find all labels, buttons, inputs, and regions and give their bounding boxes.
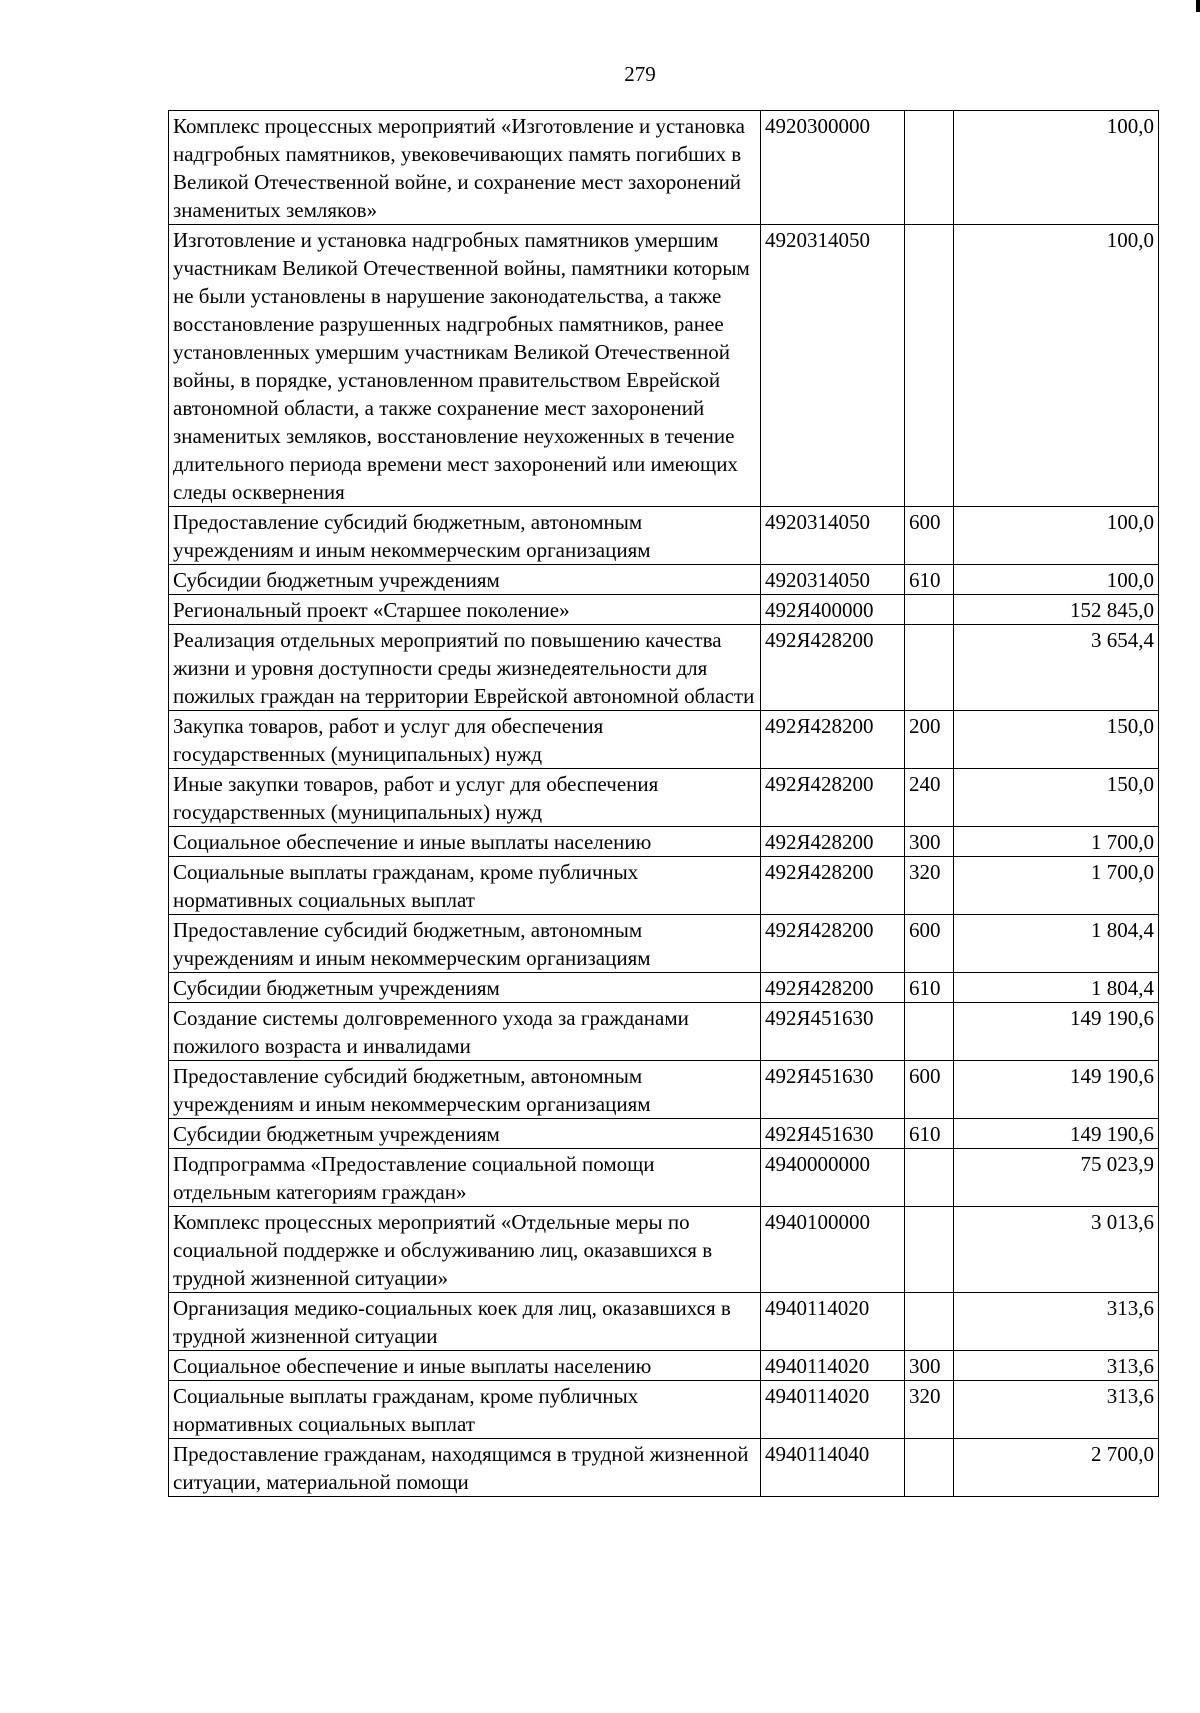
row-name-cell: Организация медико-социальных коек для лиц, оказавшихся в трудной жизненной ситуации [169, 1293, 761, 1351]
row-type-cell [905, 1439, 954, 1497]
row-name-cell: Создание системы долговременного ухода за гражданами пожилого возраста и инвалидами [169, 1003, 761, 1061]
row-type-cell: 610 [905, 973, 954, 1003]
table-row [169, 857, 1159, 915]
row-amount-cell: 313,6 [954, 1381, 1159, 1439]
row-name-cell: Субсидии бюджетным учреждениям [169, 565, 761, 595]
row-code-cell: 492Я428200 [761, 915, 905, 973]
row-code-cell: 492Я428200 [761, 827, 905, 857]
row-type-cell [905, 111, 954, 225]
row-name-cell: Социальное обеспечение и иные выплаты населению [169, 1351, 761, 1381]
table-row [169, 1149, 1159, 1207]
row-amount-cell: 313,6 [954, 1351, 1159, 1381]
row-name-cell: Предоставление субсидий бюджетным, автономным учреждениям и иным некоммерческим организациям [169, 915, 761, 973]
table-row [169, 827, 1159, 857]
row-code-cell: 4920300000 [761, 111, 905, 225]
row-type-cell [905, 595, 954, 625]
budget-table-body [169, 111, 1159, 1497]
row-code-cell: 492Я428200 [761, 857, 905, 915]
row-type-cell: 600 [905, 915, 954, 973]
row-name-cell: Комплекс процессных мероприятий «Изготовление и установка надгробных памятников, увековечивающих память погибших в Великой Отечественной войне, и сохранение мест захоронений знаменитых земляков» [169, 111, 761, 225]
row-amount-cell: 2 700,0 [954, 1439, 1159, 1497]
row-name-cell: Изготовление и установка надгробных памятников умершим участникам Великой Отечественной войны, памятники которым не были установлены в нарушение законодательства, а также восстановление разрушенных надгробных памятников, ранее установленных умершим участникам Великой Отечественной войны, в порядке, установленном правительством Еврейской автономной области, а также сохранение мест захоронений знаменитых земляков, восстановление неухоженных в течение длительного периода времени мест захоронений или имеющих следы осквернения [169, 225, 761, 507]
row-code-cell: 4940114020 [761, 1381, 905, 1439]
row-name-cell: Социальные выплаты гражданам, кроме публичных нормативных социальных выплат [169, 1381, 761, 1439]
row-type-cell [905, 1293, 954, 1351]
row-code-cell: 492Я451630 [761, 1119, 905, 1149]
table-row [169, 565, 1159, 595]
row-code-cell: 4920314050 [761, 565, 905, 595]
row-type-cell: 320 [905, 1381, 954, 1439]
table-row [169, 111, 1159, 225]
row-type-cell: 320 [905, 857, 954, 915]
row-name-cell: Закупка товаров, работ и услуг для обеспечения государственных (муниципальных) нужд [169, 711, 761, 769]
table-row [169, 1207, 1159, 1293]
row-type-cell: 600 [905, 507, 954, 565]
row-type-cell: 200 [905, 711, 954, 769]
row-name-cell: Иные закупки товаров, работ и услуг для обеспечения государственных (муниципальных) нужд [169, 769, 761, 827]
row-amount-cell: 75 023,9 [954, 1149, 1159, 1207]
table-row [169, 1003, 1159, 1061]
table-row [169, 1439, 1159, 1497]
row-code-cell: 492Я428200 [761, 769, 905, 827]
row-name-cell: Предоставление субсидий бюджетным, автономным учреждениям и иным некоммерческим организациям [169, 507, 761, 565]
table-row [169, 711, 1159, 769]
row-name-cell: Подпрограмма «Предоставление социальной помощи отдельным категориям граждан» [169, 1149, 761, 1207]
row-code-cell: 492Я400000 [761, 595, 905, 625]
row-code-cell: 4940000000 [761, 1149, 905, 1207]
row-type-cell [905, 1149, 954, 1207]
row-code-cell: 4920314050 [761, 225, 905, 507]
row-name-cell: Предоставление субсидий бюджетным, автономным учреждениям и иным некоммерческим организациям [169, 1061, 761, 1119]
table-row [169, 625, 1159, 711]
row-code-cell: 492Я428200 [761, 711, 905, 769]
row-name-cell: Социальное обеспечение и иные выплаты населению [169, 827, 761, 857]
row-type-cell: 610 [905, 565, 954, 595]
row-type-cell: 600 [905, 1061, 954, 1119]
row-code-cell: 492Я451630 [761, 1003, 905, 1061]
table-row [169, 595, 1159, 625]
row-amount-cell: 150,0 [954, 711, 1159, 769]
page-number: 279 [624, 62, 656, 86]
row-amount-cell: 149 190,6 [954, 1003, 1159, 1061]
row-type-cell: 300 [905, 1351, 954, 1381]
row-code-cell: 4920314050 [761, 507, 905, 565]
row-code-cell: 4940100000 [761, 1207, 905, 1293]
row-amount-cell: 100,0 [954, 111, 1159, 225]
row-type-cell [905, 225, 954, 507]
row-amount-cell: 1 700,0 [954, 857, 1159, 915]
row-amount-cell: 152 845,0 [954, 595, 1159, 625]
row-name-cell: Субсидии бюджетным учреждениям [169, 1119, 761, 1149]
budget-table [168, 110, 1159, 1497]
row-type-cell [905, 625, 954, 711]
row-type-cell: 300 [905, 827, 954, 857]
row-amount-cell: 1 804,4 [954, 973, 1159, 1003]
table-row [169, 1119, 1159, 1149]
row-code-cell: 4940114020 [761, 1293, 905, 1351]
row-amount-cell: 3 654,4 [954, 625, 1159, 711]
row-amount-cell: 313,6 [954, 1293, 1159, 1351]
row-type-cell [905, 1207, 954, 1293]
table-row [169, 507, 1159, 565]
table-row [169, 225, 1159, 507]
row-amount-cell: 1 700,0 [954, 827, 1159, 857]
row-amount-cell: 149 190,6 [954, 1061, 1159, 1119]
row-name-cell: Социальные выплаты гражданам, кроме публичных нормативных социальных выплат [169, 857, 761, 915]
row-code-cell: 4940114040 [761, 1439, 905, 1497]
row-name-cell: Комплекс процессных мероприятий «Отдельные меры по социальной поддержке и обслуживанию лиц, оказавшихся в трудной жизненной ситуации» [169, 1207, 761, 1293]
row-code-cell: 492Я428200 [761, 973, 905, 1003]
row-name-cell: Реализация отдельных мероприятий по повышению качества жизни и уровня доступности среды жизнедеятельности для пожилых граждан на территории Еврейской автономной области [169, 625, 761, 711]
row-amount-cell: 150,0 [954, 769, 1159, 827]
table-row [169, 769, 1159, 827]
row-amount-cell: 100,0 [954, 225, 1159, 507]
table-row [169, 1351, 1159, 1381]
table-row [169, 1293, 1159, 1351]
row-amount-cell: 149 190,6 [954, 1119, 1159, 1149]
table-row [169, 1381, 1159, 1439]
row-code-cell: 492Я428200 [761, 625, 905, 711]
row-amount-cell: 100,0 [954, 507, 1159, 565]
table-row [169, 973, 1159, 1003]
scan-edge-mark [1196, 0, 1200, 12]
row-name-cell: Предоставление гражданам, находящимся в трудной жизненной ситуации, материальной помощи [169, 1439, 761, 1497]
row-code-cell: 4940114020 [761, 1351, 905, 1381]
row-type-cell: 240 [905, 769, 954, 827]
row-type-cell [905, 1003, 954, 1061]
row-name-cell: Субсидии бюджетным учреждениям [169, 973, 761, 1003]
row-amount-cell: 3 013,6 [954, 1207, 1159, 1293]
row-type-cell: 610 [905, 1119, 954, 1149]
row-amount-cell: 1 804,4 [954, 915, 1159, 973]
row-code-cell: 492Я451630 [761, 1061, 905, 1119]
row-name-cell: Региональный проект «Старшее поколение» [169, 595, 761, 625]
row-amount-cell: 100,0 [954, 565, 1159, 595]
table-row [169, 1061, 1159, 1119]
table-row [169, 915, 1159, 973]
